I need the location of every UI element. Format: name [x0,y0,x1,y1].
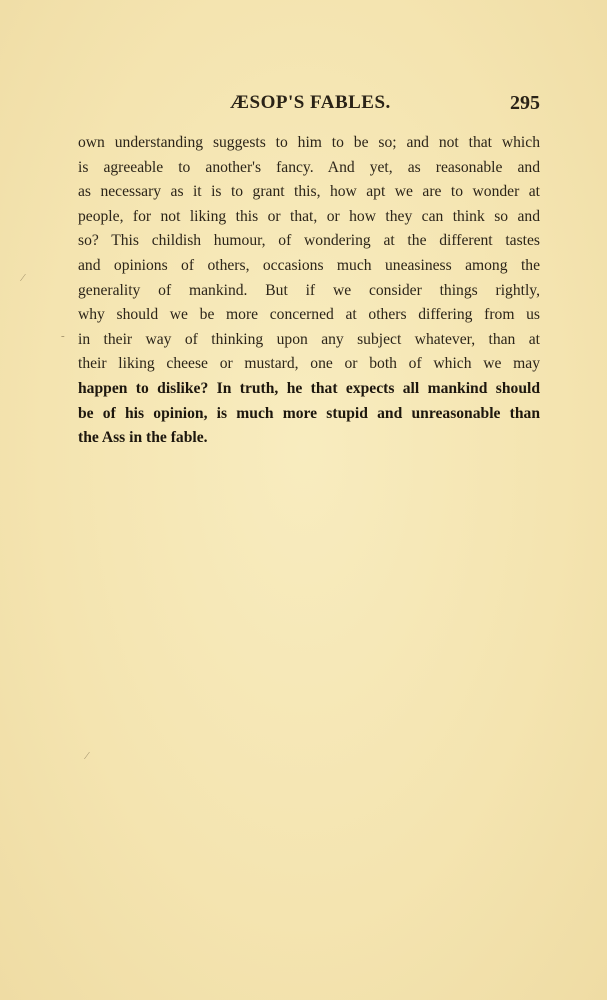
text-line: in their way of thinking upon any subject whatever, than at [78,330,540,348]
text-line: and opinions of others, occasions much uneasiness among the [78,256,540,274]
body-text [78,131,540,451]
margin-mark: ⁄ [22,272,24,284]
text-line: happen to dislike? In truth, he that expects all mankind should [78,379,540,397]
page-number: 295 [510,92,540,114]
text-line: generality of mankind. But if we consider things rightly, [78,281,540,299]
margin-mark: - [61,330,65,342]
running-title: ÆSOP'S FABLES. [230,92,391,113]
text-line: as necessary as it is to grant this, how apt we are to wonder at [78,183,540,201]
text-line: so? This childish humour, of wondering at the different tastes [78,232,540,250]
text-line: their liking cheese or mustard, one or both of which we may [78,355,540,373]
pencil-mark: ⁄ [86,750,88,762]
text-line: the Ass in the fable. [78,429,208,447]
text-line: own understanding suggests to him to be so; and not that which [78,134,540,151]
page-header [78,92,540,118]
text-line: why should we be more concerned at others differing from us [78,306,540,324]
text-line: people, for not liking this or that, or how they can think so and [78,207,540,225]
text-line: is agreeable to another's fancy. And yet, as reasonable and [78,158,540,176]
text-line: be of his opinion, is much more stupid and unreasonable than [78,404,540,422]
